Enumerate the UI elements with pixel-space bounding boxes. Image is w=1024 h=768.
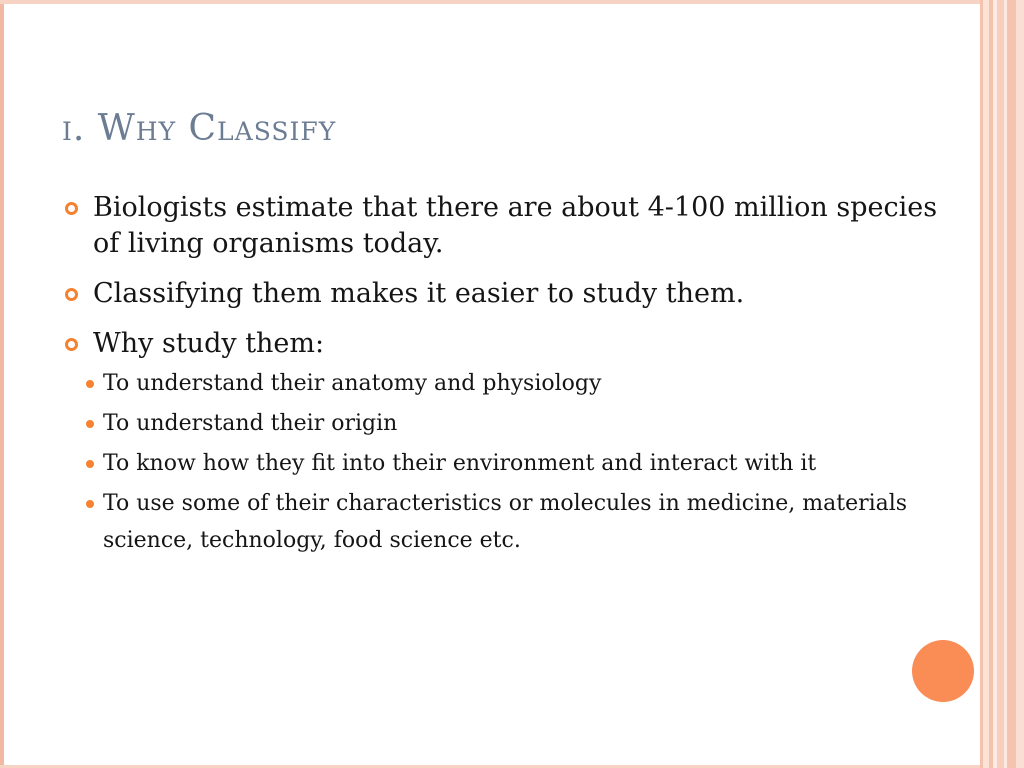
dot-bullet-icon — [86, 420, 94, 428]
sub-bullet-list — [103, 365, 942, 559]
sub-bullet-item — [72, 445, 942, 482]
sub-bullet-text: To understand their origin — [103, 411, 398, 436]
dot-bullet-icon — [86, 380, 94, 388]
bullet-text: Classifying them makes it easier to study them. — [93, 278, 745, 309]
decorative-stripe — [997, 0, 1004, 768]
bullet-item — [62, 276, 942, 312]
ring-bullet-icon — [65, 288, 78, 301]
accent-circle — [912, 640, 974, 702]
bullet-text: Why study them: — [93, 328, 325, 359]
sub-bullet-text: To know how they fit into their environment and interact with it — [103, 451, 817, 476]
ring-bullet-icon — [65, 202, 78, 215]
bullet-text: Biologists estimate that there are about 4-100 million species of living organisms today. — [93, 192, 938, 259]
decorative-stripe — [1007, 0, 1016, 768]
sub-bullet-item — [72, 365, 942, 402]
slide-title: i. Why Classify — [62, 108, 337, 149]
bullet-item — [62, 326, 942, 559]
ring-bullet-icon — [65, 338, 78, 351]
slide-content — [62, 190, 942, 562]
sub-bullet-text: To use some of their characteristics or molecules in medicine, materials science, technology, food science etc. — [103, 491, 908, 553]
bullet-item — [62, 190, 942, 262]
bullet-list — [62, 190, 942, 559]
sub-bullet-item — [72, 405, 942, 442]
top-border — [0, 0, 1024, 4]
sub-bullet-item — [72, 485, 942, 559]
dot-bullet-icon — [86, 500, 94, 508]
dot-bullet-icon — [86, 460, 94, 468]
left-border — [0, 0, 4, 768]
decorative-stripe — [1016, 0, 1024, 768]
sub-bullet-text: To understand their anatomy and physiology — [103, 371, 602, 396]
